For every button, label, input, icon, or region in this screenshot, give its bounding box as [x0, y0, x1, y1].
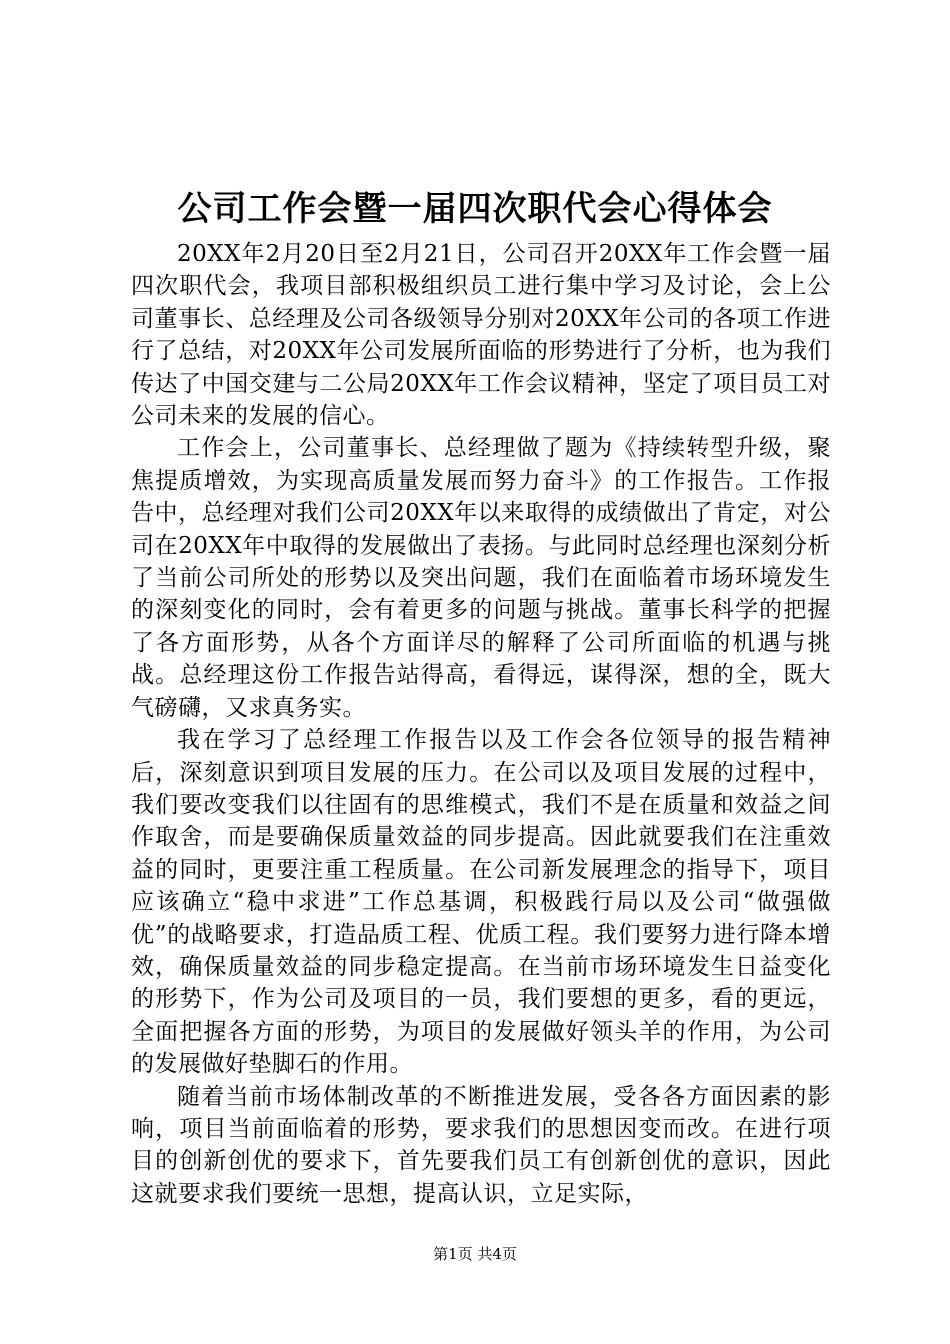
document-body [131, 238, 831, 1210]
paragraph-4: 随着当前市场体制改革的不断推进发展，受各各方面因素的影响，项目当前面临着的形势，要求我们的思想因变而改。在进行项目的创新创优的要求下，首先要我们员工有创新创优的意识，因此这就要求我们要统一思想，提高认识，立足实际， [131, 1083, 831, 1207]
document-title: 公司工作会暨一届四次职代会心得体会 [177, 189, 773, 229]
page-number-footer: 第1页 共4页 [433, 1245, 517, 1263]
paragraph-3: 我在学习了总经理工作报告以及工作会各位领导的报告精神后，深刻意识到项目发展的压力。在公司以及项目发展的过程中，我们要改变我们以往固有的思维模式，我们不是在质量和效益之间作取舍，而是要确保质量效益的同步提高。因此就要我们在注重效益的同时，更要注重工程质量。在公司新发展理念的指导下，项目应该确立“稳中求进”工作总基调，积极践行局以及公司“做强做优”的战略要求，打造品质工程、优质工程。我们要努力进行降本增效，确保质量效益的同步稳定提高。在当前市场环境发生日益变化的形势下，作为公司及项目的一员，我们要想的更多，看的更远，全面把握各方面的形势，为项目的发展做好领头羊的作用，为公司的发展做好垫脚石的作用。 [131, 727, 831, 1078]
paragraph-2: 工作会上，公司董事长、总经理做了题为《持续转型升级，聚焦提质增效，为实现高质量发展而努力奋斗》的工作报告。工作报告中，总经理对我们公司20XX年以来取得的成绩做出了肯定，对公司在20XX年中取得的发展做出了表扬。与此同时总经理也深刻分析了当前公司所处的形势以及突出问题，我们在面临着市场环境发生的深刻变化的同时，会有着更多的问题与挑战。董事长科学的把握了各方面形势，从各个方面详尽的解释了公司所面临的机遇与挑战。总经理这份工作报告站得高，看得远，谋得深，想的全，既大气磅礴，又求真务实。 [131, 435, 831, 721]
paragraph-1: 20XX年2月20日至2月21日，公司召开20XX年工作会暨一届四次职代会，我项目部积极组织员工进行集中学习及讨论，会上公司董事长、总经理及公司各级领导分别对20XX年公司的各项工作进行了总结，对20XX年公司发展所面临的形势进行了分析，也为我们传达了中国交建与二公局20XX年工作会议精神，坚定了项目员工对公司未来的发展的信心。 [131, 241, 831, 430]
